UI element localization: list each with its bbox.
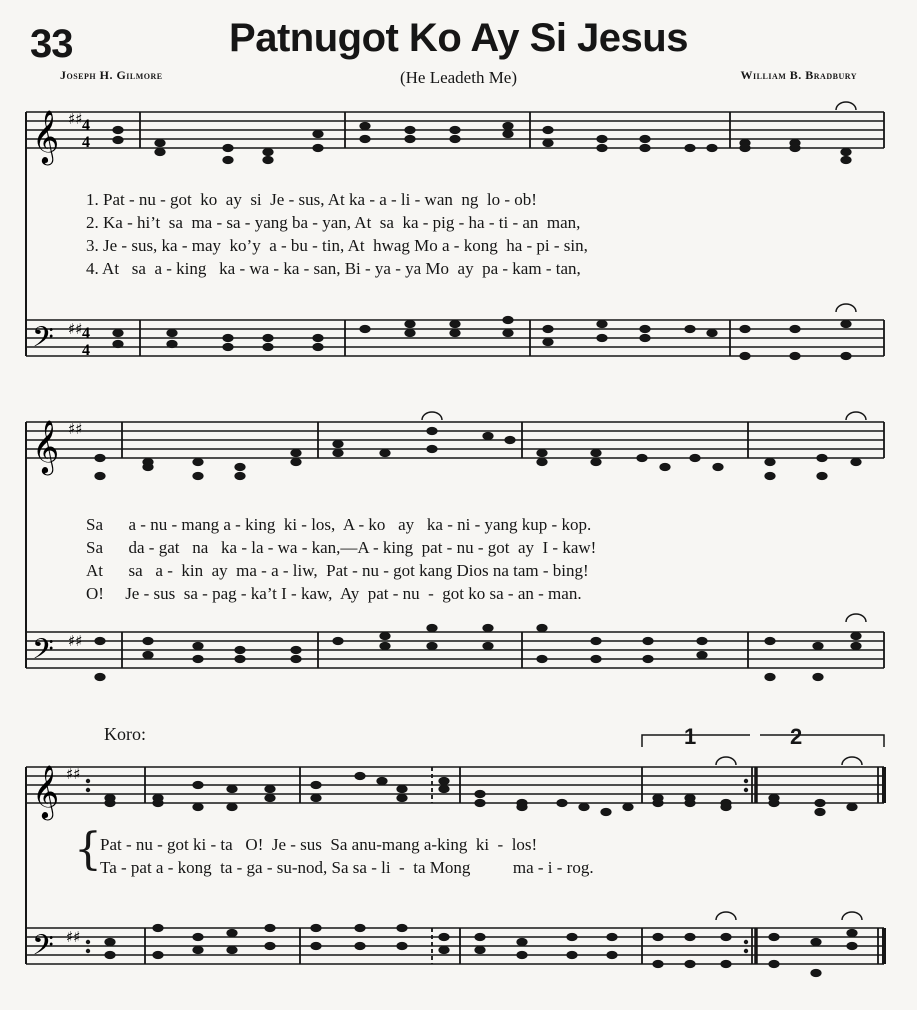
- treble-clef-icon: 𝄞: [32, 764, 60, 818]
- treble-notes: [95, 428, 861, 480]
- first-ending-label: 1: [684, 724, 697, 749]
- lyric-line-s1-v3: 3. Je - sus, ka - may ko’y a - bu - tin, At hwag Mo a - kong ha - pi - sin,: [86, 236, 588, 255]
- key-signature-sharps: ♯♯: [66, 765, 81, 783]
- fermata-icon: [422, 412, 442, 420]
- treble-staff-lines: [26, 422, 884, 458]
- lyric-line-s1-v2: 2. Ka - hi’t sa ma - sa - yang ba - yan, At sa ka - pig - ha - ti - an man,: [86, 213, 581, 232]
- key-signature-sharps: ♯♯: [68, 110, 83, 128]
- hymn-title: Patnugot Ko Ay Si Jesus: [229, 16, 688, 60]
- key-signature-sharps-bass: ♯♯: [68, 320, 83, 338]
- second-ending-label: 2: [790, 724, 803, 749]
- time-signature-top: 4: [82, 117, 90, 134]
- treble-clef-icon: 𝄞: [32, 419, 60, 473]
- bass-staff-lines: [26, 632, 884, 668]
- key-signature-sharps-bass: ♯♯: [68, 632, 83, 650]
- fermata-icon: [716, 757, 736, 765]
- lyric-line-s2-v1: Sa a - nu - mang a - king ki - los, A - ko ay ka - ni - yang kup - kop.: [86, 515, 592, 534]
- bass-clef-icon: 𝄢: [32, 929, 54, 969]
- lyricist-credit: Joseph H. Gilmore: [60, 68, 163, 82]
- hymn-number: 33: [30, 22, 73, 66]
- time-signature-bottom-bass: 4: [82, 342, 90, 359]
- fermata-icon: [716, 912, 736, 920]
- lyric-line-s2-v4: O! Je - sus sa - pag - ka’t I - kaw, Ay pat - nu - got ko sa - an - man.: [86, 584, 582, 603]
- bass-clef-icon: 𝄢: [32, 321, 54, 361]
- fermata-icon: [846, 412, 866, 420]
- lyric-line-s2-v3: At sa a - kin ay ma - a - liw, Pat - nu - got kang Dios na tam - bing!: [86, 561, 589, 580]
- lyric-line-s2-v2: Sa da - gat na ka - la - wa - kan,—A - king pat - nu - got ay I - kaw!: [86, 538, 597, 557]
- bass-clef-icon: 𝄢: [32, 633, 54, 673]
- chorus-lyric-line-1: Pat - nu - got ki - ta O! Je - sus Sa anu-mang a-king ki - los!: [100, 835, 538, 854]
- time-signature-bottom: 4: [82, 134, 90, 151]
- hymn-subtitle: (He Leadeth Me): [399, 68, 518, 87]
- key-signature-sharps: ♯♯: [68, 420, 83, 438]
- volta-brackets: [642, 735, 884, 747]
- fermata-icon: [836, 102, 856, 110]
- treble-notes: [113, 123, 851, 164]
- lyric-line-s1-v1: 1. Pat - nu - got ko ay si Je - sus, At ka - a - li - wan ng lo - ob!: [86, 190, 537, 209]
- chorus-label: Koro:: [104, 724, 146, 744]
- fermata-icon: [846, 614, 866, 622]
- bass-notes: [95, 625, 861, 681]
- chorus-lyric-line-2: Ta - pat a - kong ta - ga - su-nod, Sa sa - li - ta Mong ma - i - rog.: [100, 858, 594, 877]
- fermata-icon: [842, 757, 862, 765]
- lyric-line-s1-v4: 4. At sa a - king ka - wa - ka - san, Bi - ya - ya Mo ay pa - kam - tan,: [86, 259, 581, 278]
- composer-credit: William B. Bradbury: [740, 68, 857, 82]
- time-signature-top-bass: 4: [82, 325, 90, 342]
- lyric-brace: {: [74, 824, 102, 875]
- fermata-icon: [842, 912, 862, 920]
- treble-clef-icon: 𝄞: [32, 109, 60, 163]
- key-signature-sharps-bass: ♯♯: [66, 928, 81, 946]
- fermata-icon: [836, 304, 856, 312]
